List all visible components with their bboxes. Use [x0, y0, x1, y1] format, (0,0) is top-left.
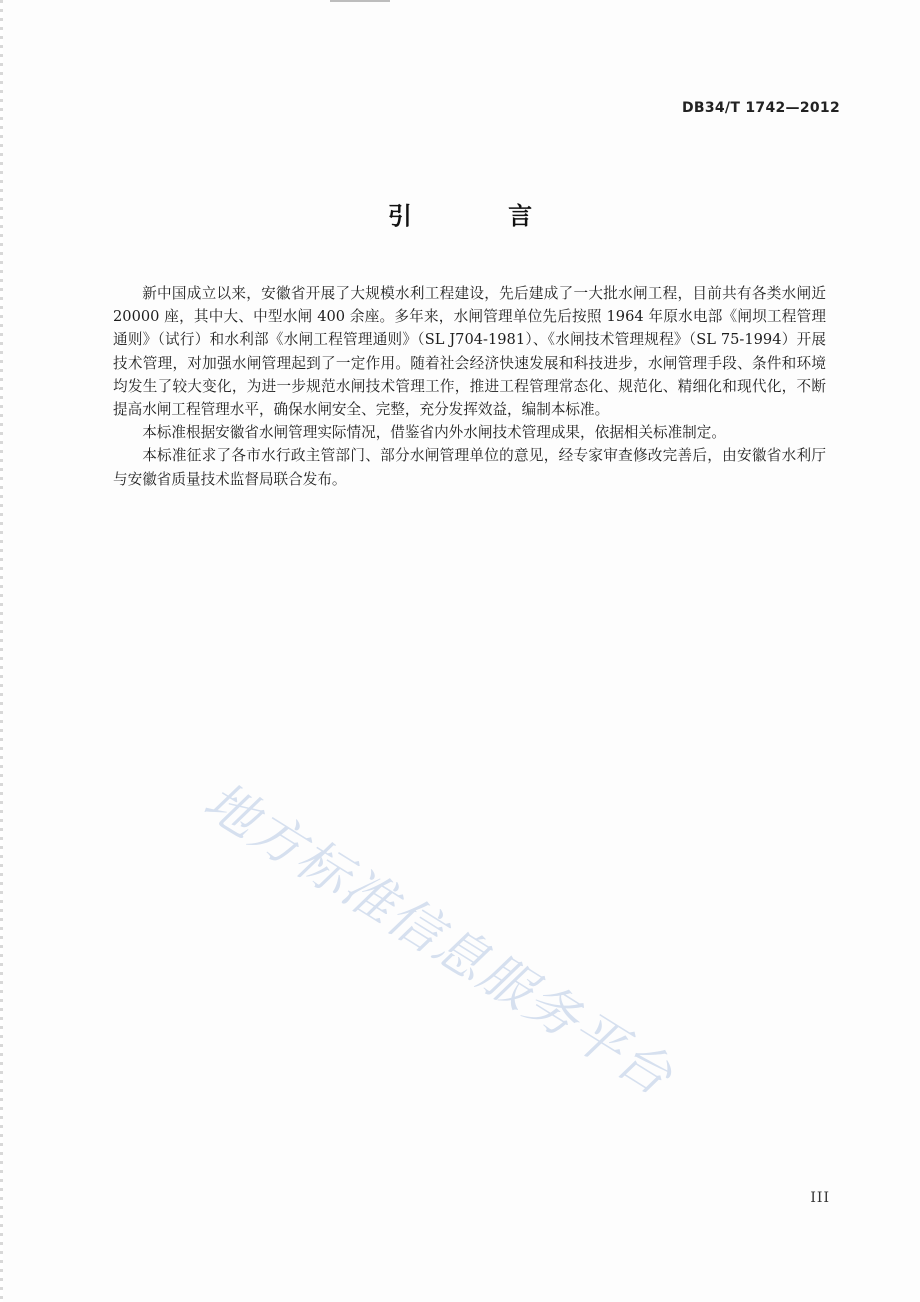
introduction-body: [113, 282, 826, 491]
paragraph-3: 本标准征求了各市水行政主管部门、部分水闸管理单位的意见，经专家审查修改完善后，由安徽省水利厅与安徽省质量技术监督局联合发布。: [113, 447, 826, 488]
watermark: 地方标准信息服务平台: [193, 771, 684, 1109]
paragraph-1: 新中国成立以来，安徽省开展了大规模水利工程建设，先后建成了一大批水闸工程，目前共有各类水闸近 20000 座，其中大、中型水闸 400 余座。多年来，水闸管理单位先后按照 1964 年原水电部《闸坝工程管理通则》（试行）和水利部《水闸工程管理通则》（SL J704-1981）、《水闸技术管理规程》（SL 75-1994）开展技术管理，对加强水闸管理起到了一定作用。随着社会经济快速发展和科技进步，水闸管理手段、条件和环境均发生了较大变化，为进一步规范水闸技术管理工作，推进工程管理常态化、规范化、精细化和现代化，不断提高水闸工程管理水平，确保水闸安全、完整，充分发挥效益，编制本标准。: [113, 285, 826, 419]
standard-code: DB34/T 1742—2012: [681, 100, 840, 116]
scan-edge-top: [330, 0, 390, 2]
paragraph-2: 本标准根据安徽省水闸管理实际情况，借鉴省内外水闸技术管理成果，依据相关标准制定。: [142, 424, 726, 442]
page-number: III: [810, 1190, 830, 1206]
page-title: 引 言: [387, 202, 577, 230]
